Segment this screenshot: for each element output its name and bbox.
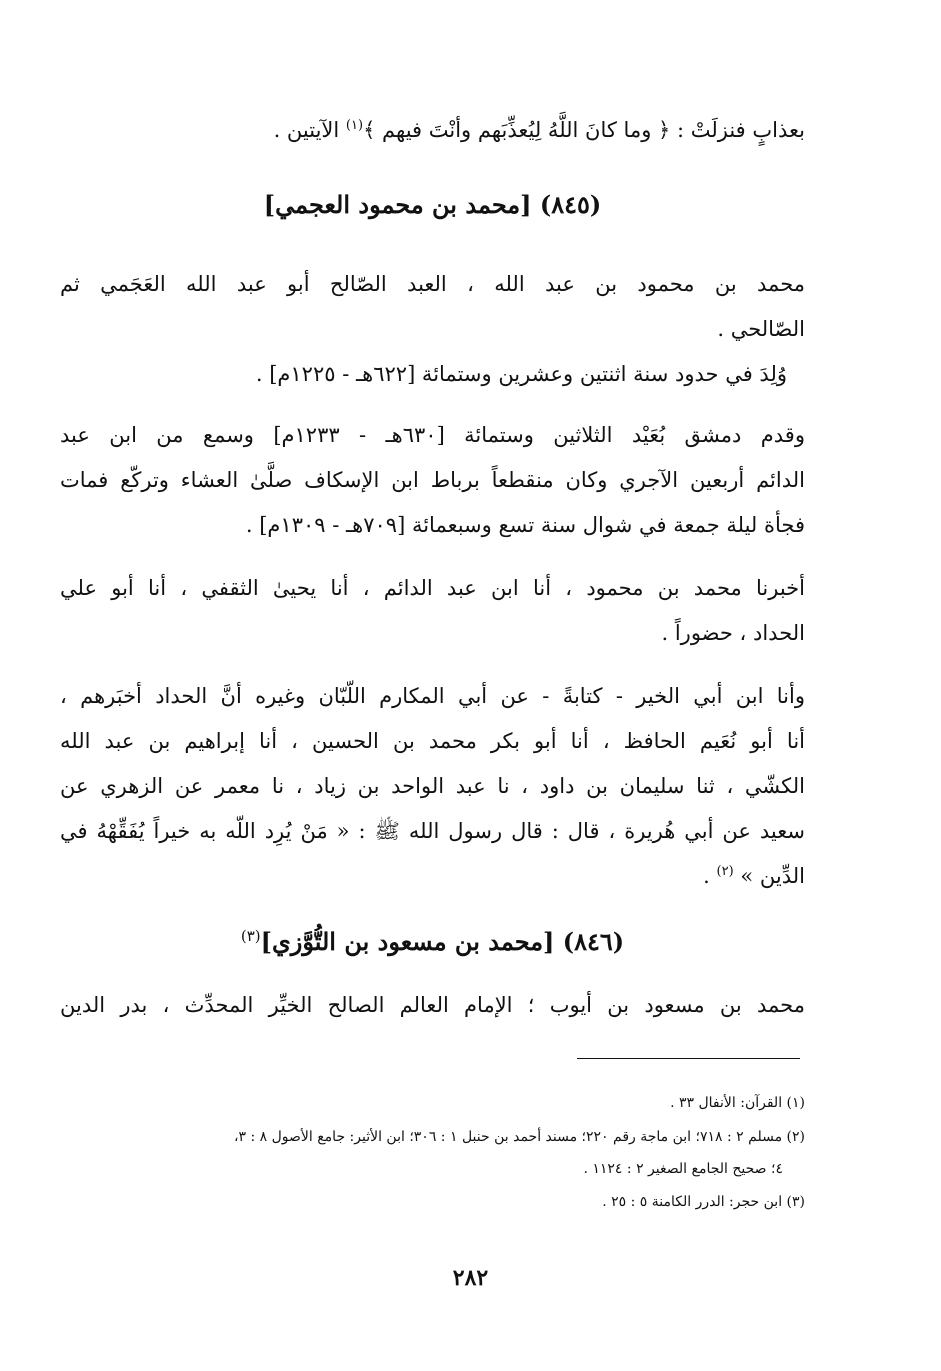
- continuation-text: بعذابٍ فنزلَتْ : ﴿ وما كانَ اللَّهُ لِيُعذِّبَهم وأنْتَ فيهم ﴾: [363, 118, 805, 142]
- entry-845-p3-line-1: وقدم دمشق بُعَيْد الثلاثين وستمائة [٦٣٠هـ - ١٢٣٣م] وسمع من ابن عبد: [60, 423, 805, 447]
- entry-846-heading-text: (٨٤٦) [محمد بن مسعود بن التُّوَّزي]: [260, 927, 625, 956]
- entry-845-p5-line-5: [60, 854, 805, 899]
- entry-845-p5-last-tail: .: [703, 864, 710, 888]
- footnote-ref-3: (٣): [240, 927, 261, 945]
- entry-845-p3-line-3: فجأة ليلة جمعة في شوال سنة تسع وسبعمائة [٧٠٩هـ - ١٣٠٩م] .: [245, 513, 805, 537]
- footnote-ref-2: (٢): [716, 864, 734, 879]
- entry-845-p1-line-1: محمد بن محمود بن عبد الله ، العبد الصّالح أبو عبد الله العَجَمي ثم: [60, 272, 805, 296]
- entry-845-p4-line-1: أخبرنا محمد بن محمود ، أنا ابن عبد الدائم ، أنا يحيىٰ الثقفي ، أنا أبو علي: [60, 576, 805, 600]
- entry-845-paragraph-3: [60, 413, 805, 548]
- entry-845-p5-line-2: أنا أبو نُعَيم الحافظ ، أنا أبو بكر محمد بن الحسين ، أنا إبراهيم بن عبد الله: [60, 729, 805, 753]
- entry-845-paragraph-2: [60, 352, 805, 397]
- footnote-ref-1: (١): [345, 118, 364, 133]
- entry-845-p5-last-text: الدِّين »: [740, 864, 805, 888]
- footnote-2-line-1: (٢) مسلم ٢ : ٧١٨؛ ابن ماجة رقم ٢٢٠؛ مسند أحمد بن حنبل ١ : ٣٠٦؛ ابن الأثير: جامع الأصول ٨ : ٣،: [233, 1129, 805, 1145]
- entry-845-paragraph-5: [60, 674, 805, 899]
- entry-846-p1-line-1: محمد بن مسعود بن أيوب ؛ الإمام العالم الصالح الخيِّر المحدِّث ، بدر الدين: [60, 993, 805, 1017]
- footnote-2-line-2: ٤؛ صحيح الجامع الصغير ٢ : ١١٢٤ .: [583, 1161, 783, 1177]
- page-number: ٢٨٢: [452, 1265, 489, 1291]
- entry-845-p5-line-1: وأنا ابن أبي الخير - كتابةً - عن أبي المكارم اللّبّان وغيره أنَّ الحداد أخبَرهم ،: [60, 684, 805, 708]
- entry-845-paragraph-1: [60, 262, 805, 352]
- footnote-1: (١) القرآن: الأنفال ٣٣ .: [670, 1095, 805, 1111]
- entry-845-p4-line-2: الحداد ، حضوراً .: [661, 621, 805, 645]
- continuation-line: [60, 108, 805, 153]
- entry-845-p3-line-2: الدائم أربعين الآجري وكان منقطعاً برباط ابن الإسكاف صلَّىٰ العشاء وتركّع فمات: [60, 468, 805, 492]
- entry-845-p5-line-4: سعيد عن أبي هُريرة ، قال : قال رسول الله ﷺ : « مَنْ يُرِد اللّه به خيراً يُفَقِّهْهُ في: [60, 819, 805, 843]
- entry-845-paragraph-4: [60, 566, 805, 656]
- entry-846-heading: [60, 922, 805, 962]
- entry-845-p5-line-3: الكشّي ، ثنا سليمان بن داود ، نا عبد الواحد بن زياد ، نا معمر عن الزهري عن: [60, 774, 805, 798]
- continuation-tail: الآيتين .: [273, 118, 340, 142]
- footnote-3: (٣) ابن حجر: الدرر الكامنة ٥ : ٢٥ .: [602, 1194, 805, 1210]
- entry-845-p1-line-2: الصّالحي .: [717, 317, 805, 341]
- entry-845-p2-line-1: وُلِدَ في حدود سنة اثنتين وعشرين وستمائة [٦٢٢هـ - ١٢٢٥م] .: [255, 362, 787, 386]
- entry-845-heading: (٨٤٥) [محمد بن محمود العجمي]: [263, 190, 602, 219]
- footnote-separator: [577, 1058, 800, 1059]
- entry-846-paragraph-1: [60, 983, 805, 1028]
